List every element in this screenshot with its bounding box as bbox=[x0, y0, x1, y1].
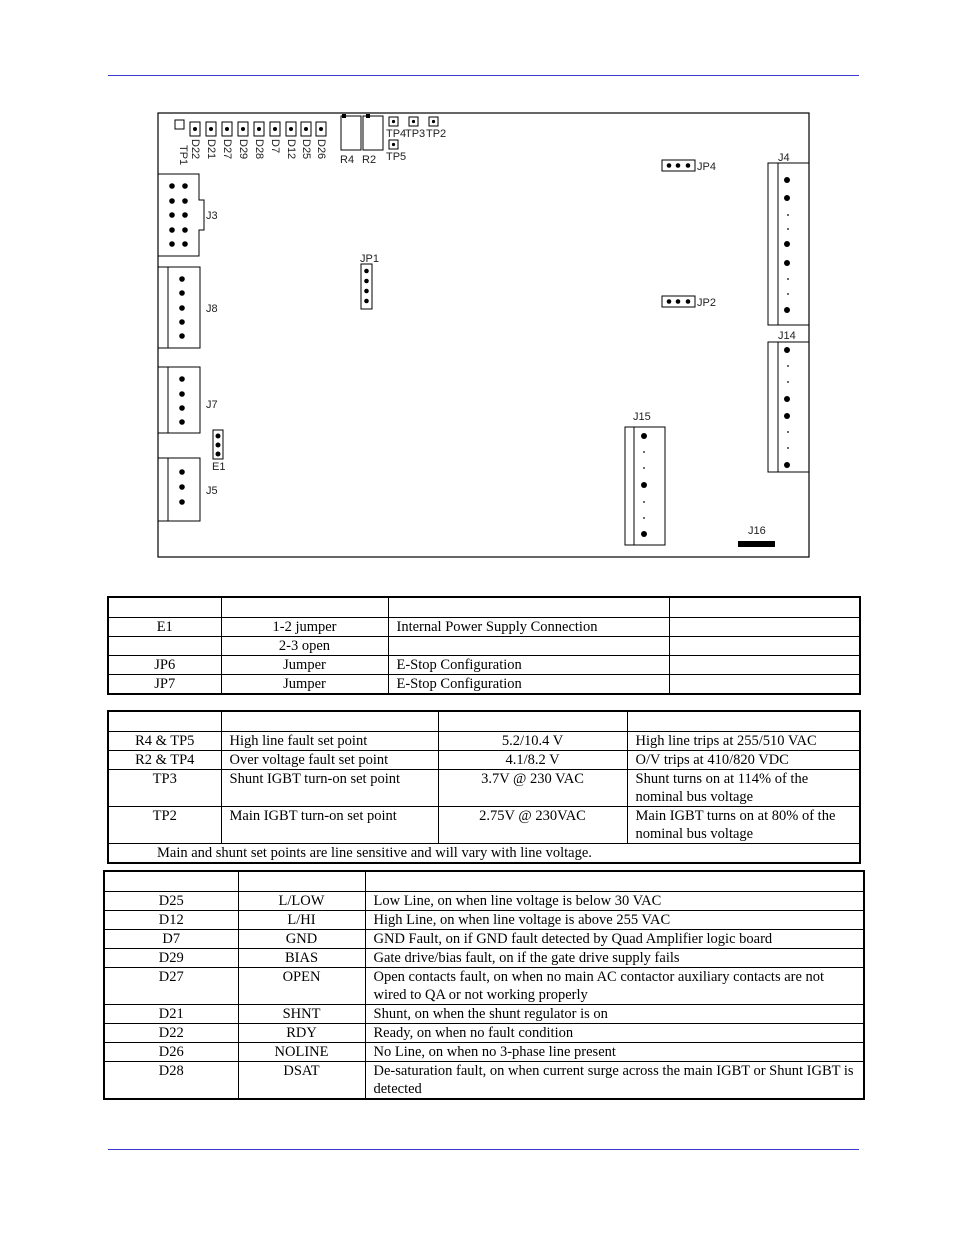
svg-text:D22: D22 bbox=[189, 139, 201, 160]
table-note-row bbox=[108, 844, 860, 864]
diode-d21 bbox=[205, 122, 217, 159]
diode-d27 bbox=[221, 122, 233, 159]
table-row: D26 NOLINE No Line, on when no 3-phase line present bbox=[104, 1043, 864, 1062]
e1-label: E1 bbox=[212, 461, 226, 473]
table-row: R2 & TP4 Over voltage fault set point 4.1/8.2 V O/V trips at 410/820 VDC bbox=[108, 751, 860, 770]
j5-connector bbox=[158, 458, 200, 521]
j14-label: J14 bbox=[778, 330, 796, 342]
j8-label: J8 bbox=[206, 303, 218, 315]
leds-table bbox=[103, 870, 865, 1100]
tp3-label: TP3 bbox=[405, 128, 426, 140]
jp2-label: JP2 bbox=[697, 297, 716, 309]
j15-connector bbox=[625, 427, 665, 545]
j3-connector bbox=[158, 174, 204, 256]
j15-label: J15 bbox=[633, 411, 651, 423]
tp4-label: TP4 bbox=[386, 128, 407, 140]
j16-label: J16 bbox=[748, 525, 766, 537]
j4-connector bbox=[768, 163, 809, 325]
j3-label: J3 bbox=[206, 210, 218, 222]
diode-d26 bbox=[315, 122, 327, 159]
jumpers-table bbox=[107, 596, 861, 695]
table-row: JP6 Jumper E-Stop Configuration bbox=[108, 656, 860, 675]
table-row: D27 OPEN Open contacts fault, on when no main AC contactor auxiliary contacts are not wired to QA or not working properly bbox=[104, 968, 864, 1005]
svg-text:D29: D29 bbox=[237, 139, 249, 160]
jp4-jumper bbox=[662, 160, 695, 171]
board-layout-diagram bbox=[0, 0, 954, 600]
svg-text:D21: D21 bbox=[205, 139, 217, 160]
tp2-label: TP2 bbox=[426, 128, 447, 140]
diode-d28 bbox=[253, 122, 265, 159]
diode-d7 bbox=[269, 122, 281, 153]
table-row: D29 BIAS Gate drive/bias fault, on if the gate drive supply fails bbox=[104, 949, 864, 968]
table-header-row bbox=[104, 871, 864, 892]
j8-connector bbox=[158, 267, 200, 348]
setpoints-note: Main and shunt set points are line sensitive and will vary with line voltage. bbox=[108, 844, 860, 864]
table-row: JP7 Jumper E-Stop Configuration bbox=[108, 675, 860, 695]
svg-text:D12: D12 bbox=[285, 139, 297, 160]
svg-text:D7: D7 bbox=[269, 139, 281, 154]
tp5-label: TP5 bbox=[386, 151, 407, 163]
j5-label: J5 bbox=[206, 485, 218, 497]
j16-connector bbox=[738, 541, 775, 547]
e1-jumper bbox=[213, 430, 223, 459]
svg-text:D27: D27 bbox=[221, 139, 233, 160]
table-row: D22 RDY Ready, on when no fault condition bbox=[104, 1024, 864, 1043]
j14-connector bbox=[768, 342, 809, 472]
table-row: TP2 Main IGBT turn-on set point 2.75V @ 230VAC Main IGBT turns on at 80% of the nominal bus voltage bbox=[108, 807, 860, 844]
footer-rule bbox=[108, 1149, 859, 1150]
svg-text:D26: D26 bbox=[315, 139, 327, 160]
table-row: D25 L/LOW Low Line, on when line voltage is below 30 VAC bbox=[104, 892, 864, 911]
jp4-label: JP4 bbox=[697, 161, 716, 173]
table-row: 2-3 open bbox=[108, 637, 860, 656]
board-outline bbox=[158, 113, 809, 557]
jp2-jumper bbox=[662, 296, 695, 307]
diode-d12 bbox=[285, 122, 297, 159]
svg-text:D28: D28 bbox=[253, 139, 265, 160]
diode-d29 bbox=[237, 122, 249, 159]
table-header-row bbox=[108, 597, 860, 618]
table-row: D28 DSAT De-saturation fault, on when current surge across the main IGBT or Shunt IGBT is detected bbox=[104, 1062, 864, 1100]
tp1-label: TP1 bbox=[177, 145, 189, 166]
jp1-label: JP1 bbox=[360, 253, 379, 265]
svg-text:D25: D25 bbox=[300, 139, 312, 160]
j7-connector bbox=[158, 367, 200, 433]
diode-d25 bbox=[300, 122, 312, 159]
table-row: D21 SHNT Shunt, on when the shunt regulator is on bbox=[104, 1005, 864, 1024]
table-row: E1 1-2 jumper Internal Power Supply Connection bbox=[108, 618, 860, 637]
r2-pot bbox=[363, 116, 383, 150]
diode-row bbox=[189, 122, 327, 159]
r4-pot bbox=[341, 116, 361, 150]
diode-d22 bbox=[189, 122, 201, 159]
table-row: D12 L/HI High Line, on when line voltage is above 255 VAC bbox=[104, 911, 864, 930]
r4-label: R4 bbox=[340, 154, 355, 166]
table-row: TP3 Shunt IGBT turn-on set point 3.7V @ 230 VAC Shunt turns on at 114% of the nominal bus voltage bbox=[108, 770, 860, 807]
tp1-pad bbox=[175, 120, 184, 129]
table-row: D7 GND GND Fault, on if GND fault detected by Quad Amplifier logic board bbox=[104, 930, 864, 949]
table-header-row bbox=[108, 711, 860, 732]
r2-label: R2 bbox=[362, 154, 377, 166]
jp1-jumper bbox=[361, 264, 372, 309]
setpoints-table bbox=[107, 710, 861, 864]
table-row: R4 & TP5 High line fault set point 5.2/10.4 V High line trips at 255/510 VAC bbox=[108, 732, 860, 751]
j4-label: J4 bbox=[778, 152, 790, 164]
j7-label: J7 bbox=[206, 399, 218, 411]
